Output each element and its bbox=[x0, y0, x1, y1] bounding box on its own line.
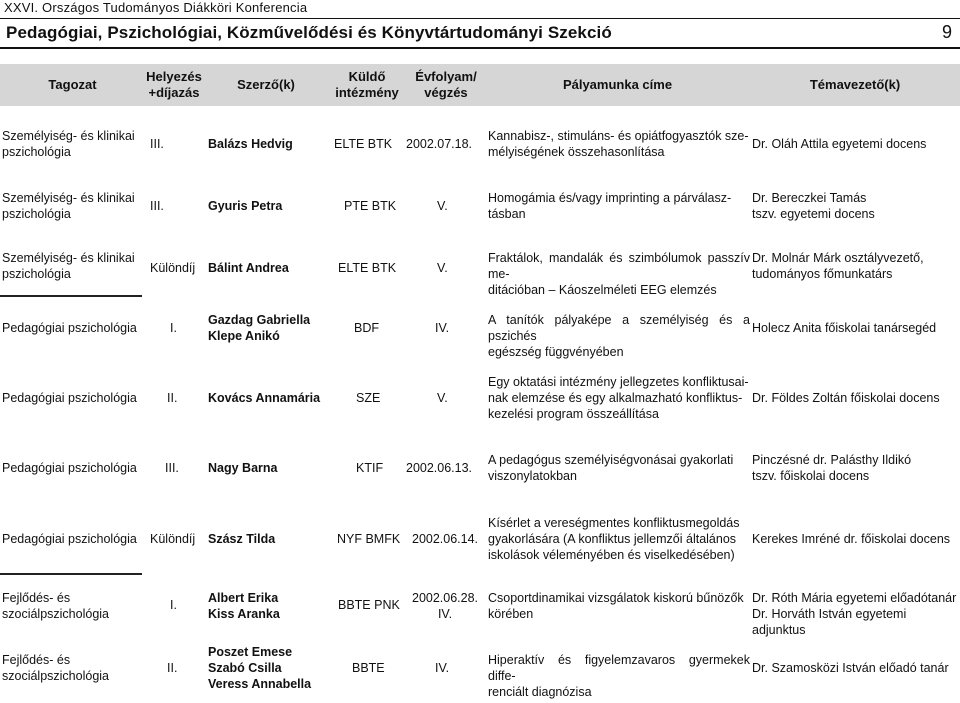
cell-temavezeto: Dr. Földes Zoltán főiskolai docens bbox=[752, 391, 940, 405]
cell-cim: A pedagógus személyiségvonásai gyakorlati viszonylatokban bbox=[488, 453, 734, 483]
cell-kuldo: ELTE BTK bbox=[334, 137, 393, 151]
cell-tagozat: Pedagógiai pszichológia bbox=[2, 391, 137, 405]
cell-kuldo: BBTE bbox=[352, 661, 385, 675]
top-rule bbox=[0, 18, 960, 19]
cell-cim: A tanítók pályaképe a személyiség és a pszichés egészség függvényében bbox=[488, 313, 750, 359]
cell-szerzo: Kovács Annamária bbox=[208, 391, 321, 405]
cell-temavezeto: Dr. Molnár Márk osztályvezető, tudományos főmunkatárs bbox=[752, 251, 924, 281]
col-header-temavezeto: Témavezető(k) bbox=[809, 77, 901, 92]
cell-evfolyam: V. bbox=[437, 391, 448, 405]
cell-cim: Kannabisz-, stimuláns- és opiátfogyasztók sze- mélyiségének összehasonlítása bbox=[488, 129, 749, 159]
col-header-kuldo: Küldő intézmény bbox=[335, 69, 399, 100]
cell-tagozat: Fejlődés- és szociálpszichológia bbox=[2, 591, 110, 621]
cell-cim: Hiperaktív és figyelemzavaros gyermekek diffe- renciált diagnózisa bbox=[488, 653, 750, 699]
cell-temavezeto: Holecz Anita főiskolai tanársegéd bbox=[752, 321, 937, 335]
cell-temavezeto: Dr. Oláh Attila egyetemi docens bbox=[752, 137, 927, 151]
cell-szerzo: Balázs Hedvig bbox=[208, 137, 293, 151]
cell-evfolyam: 2002.06.13. bbox=[406, 461, 473, 475]
cell-helyezes: III. bbox=[150, 137, 164, 151]
cell-kuldo: KTIF bbox=[356, 461, 384, 475]
cell-szerzo: Szász Tilda bbox=[208, 532, 276, 546]
cell-helyezes: II. bbox=[167, 661, 178, 675]
cell-szerzo: Gyuris Petra bbox=[208, 199, 283, 213]
cell-helyezes: I. bbox=[170, 598, 177, 612]
cell-evfolyam: IV. bbox=[435, 321, 450, 335]
page-number: 9 bbox=[941, 22, 952, 42]
cell-szerzo: Gazdag Gabriella Klepe Anikó bbox=[208, 313, 311, 343]
cell-tagozat: Pedagógiai pszichológia bbox=[2, 532, 137, 546]
cell-evfolyam: 2002.06.14. bbox=[412, 532, 479, 546]
cell-cim: Kísérlet a vereségmentes konfliktusmegoldás gyakorlására (A konfliktus jellemzői általános iskolások véleményében és viselkedésében) bbox=[488, 516, 740, 562]
cell-tagozat: Személyiség- és klinikai pszichológia bbox=[2, 191, 135, 221]
cell-evfolyam: V. bbox=[437, 261, 448, 275]
cell-cim: Fraktálok, mandalák és szimbólumok passzív me- ditációban – Káoszelméleti EEG elemzés bbox=[488, 251, 750, 297]
section-title: Pedagógiai, Pszichológiai, Közművelődési és Könyvtártudományi Szekció bbox=[6, 23, 612, 42]
cell-szerzo: Albert Erika Kiss Aranka bbox=[208, 591, 280, 621]
cell-evfolyam: V. bbox=[437, 199, 448, 213]
cell-evfolyam: IV. bbox=[435, 661, 450, 675]
cell-helyezes: II. bbox=[167, 391, 178, 405]
cell-tagozat: Pedagógiai pszichológia bbox=[2, 461, 137, 475]
col-header-tagozat: Tagozat bbox=[48, 77, 97, 92]
cell-helyezes: Különdíj bbox=[150, 261, 196, 275]
cell-tagozat: Fejlődés- és szociálpszichológia bbox=[2, 653, 110, 683]
cell-szerzo: Nagy Barna bbox=[208, 461, 278, 475]
cell-helyezes: III. bbox=[150, 199, 164, 213]
cell-evfolyam: 2002.07.18. bbox=[406, 137, 473, 151]
group-separator bbox=[0, 295, 142, 297]
cell-kuldo: BBTE PNK bbox=[338, 598, 400, 612]
cell-cim: Egy oktatási intézmény jellegzetes konfliktusai- nak elemzése és egy alkalmazható konfliktus- kezelési program összeállítása bbox=[488, 375, 749, 421]
cell-helyezes: Különdíj bbox=[150, 532, 196, 546]
conference-title: XXVI. Országos Tudományos Diákköri Konferencia bbox=[4, 0, 308, 15]
cell-tagozat: Pedagógiai pszichológia bbox=[2, 321, 137, 335]
cell-kuldo: SZE bbox=[356, 391, 381, 405]
cell-kuldo: ELTE BTK bbox=[338, 261, 397, 275]
group-separator bbox=[0, 573, 142, 575]
col-header-helyezes: Helyezés +díjazás bbox=[146, 69, 202, 100]
cell-temavezeto: Dr. Bereczkei Tamás tszv. egyetemi docens bbox=[752, 191, 875, 221]
cell-szerzo: Bálint Andrea bbox=[208, 261, 289, 275]
cell-tagozat: Személyiség- és klinikai pszichológia bbox=[2, 251, 135, 281]
section-rule bbox=[0, 47, 960, 49]
cell-kuldo: PTE BTK bbox=[344, 199, 397, 213]
col-header-evfolyam: Évfolyam/ végzés bbox=[415, 69, 477, 100]
cell-temavezeto: Dr. Róth Mária egyetemi előadótanár Dr. Horváth István egyetemi adjunktus bbox=[752, 591, 957, 637]
cell-helyezes: I. bbox=[170, 321, 177, 335]
cell-temavezeto: Dr. Szamosközi István előadó tanár bbox=[752, 661, 949, 675]
cell-cim: Homogámia és/vagy imprinting a párválasz- tásban bbox=[488, 191, 732, 221]
cell-szerzo: Poszet Emese Szabó Csilla Veress Annabella bbox=[208, 645, 312, 691]
cell-kuldo: BDF bbox=[354, 321, 379, 335]
col-header-szerzo: Szerző(k) bbox=[237, 77, 295, 92]
cell-evfolyam: 2002.06.28. IV. bbox=[412, 591, 479, 621]
cell-kuldo: NYF BMFK bbox=[337, 532, 401, 546]
cell-temavezeto: Kerekes Imréné dr. főiskolai docens bbox=[752, 532, 951, 546]
cell-cim: Csoportdinamikai vizsgálatok kiskorú bűnözők körében bbox=[488, 591, 744, 621]
cell-temavezeto: Pinczésné dr. Palásthy Ildikó tszv. főiskolai docens bbox=[752, 453, 912, 483]
col-header-cim: Pályamunka címe bbox=[562, 77, 673, 92]
cell-helyezes: III. bbox=[165, 461, 179, 475]
cell-tagozat: Személyiség- és klinikai pszichológia bbox=[2, 129, 135, 159]
